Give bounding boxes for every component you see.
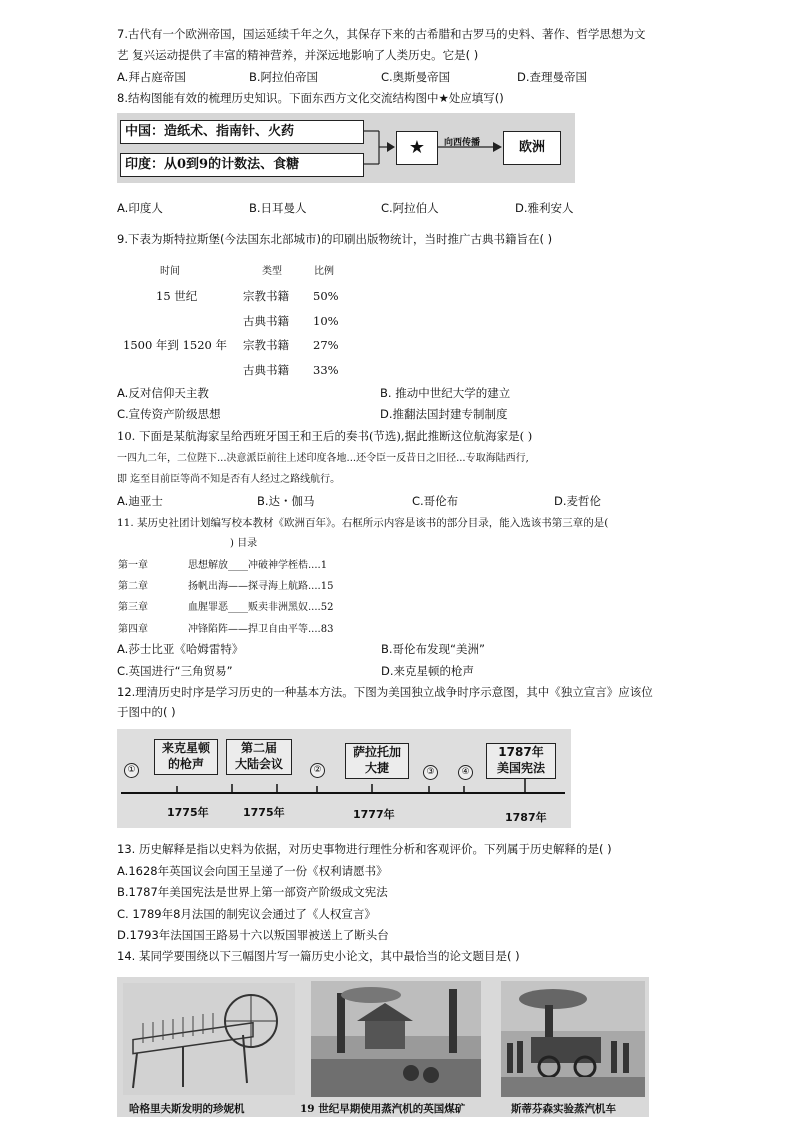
q8-diagram [117,113,575,183]
q9-row1-ratio: 50% [313,289,339,303]
q11-toc-title2: 扬帆出海——探寻海上航路....15 [188,581,334,592]
q8-option-c: C.阿拉伯人 [381,201,439,215]
q8-option-b: B.日耳曼人 [249,201,307,215]
q11-option-c: C.英国进行“三角贸易” [117,664,233,678]
q14-stem: 14. 某同学要围绕以下三幅图片写一篇历史小论文，其中最恰当的论文题目是( ) [117,949,520,963]
q12-timeline [117,729,571,828]
q10-option-d: D.麦哲伦 [554,494,602,508]
q8-stem: 8.结构图能有效的梳理历史知识。下面东西方文化交流结构图中★处应填写() [117,91,504,105]
q13-option-b: B.1787年美国宪法是世界上第一部资产阶级成文宪法 [117,885,388,899]
q7-option-d: D.查理曼帝国 [517,70,588,84]
q11-option-b: B.哥伦布发现“美洲” [381,642,485,656]
q12-circle-4: ④ [458,765,473,780]
q11-stem-line2: ) 目录 [230,538,258,549]
q10-option-a: A.迪亚士 [117,494,163,508]
q8-option-d: D.雅利安人 [515,201,574,215]
q11-toc-ch3: 第三章 [118,602,148,613]
q9-row1-type: 宗教书籍 [243,289,289,303]
q8-india-box: 印度：从0到9的计数法、食糖 [120,153,364,177]
q12-box-lexington: 来克星顿 的枪声 [154,739,218,775]
q11-toc-title4: 冲锋陷阵——捍卫自由平等....83 [188,624,334,635]
q9-row4-ratio: 33% [313,363,339,377]
q7-option-b: B.阿拉伯帝国 [249,70,319,84]
q12-year-3: 1777年 [353,808,395,821]
q12-stem-line2: 于图中的( ) [117,705,176,719]
q11-toc-title3: 血腥罪恶____贩卖非洲黑奴....52 [188,602,334,613]
q14-caption-1: 哈格里夫斯发明的珍妮机 [129,1103,245,1115]
q9-header-type: 类型 [262,266,282,277]
q14-images [117,977,649,1117]
q13-option-d: D.1793年法国国王路易十六以叛国罪被送上了断头台 [117,928,389,942]
q9-option-b: B. 推动中世纪大学的建立 [380,386,511,400]
coal-mine-illustration [311,981,481,1097]
q9-row3-ratio: 27% [313,338,339,352]
q11-option-a: A.莎士比亚《哈姆雷特》 [117,642,244,656]
q10-stem: 10. 下面是某航海家呈给西班牙国王和王后的奏书(节选),据此推断这位航海家是( ) [117,429,533,443]
q7-option-c: C.奥斯曼帝国 [381,70,451,84]
q12-box-continental-congress: 第二届 大陆会议 [226,739,292,775]
q12-circle-1: ① [124,763,139,778]
q11-toc-title1: 思想解放____冲破神学桎梏....1 [188,560,328,571]
q9-stem: 9.下表为斯特拉斯堡(今法国东北部城市)的印刷出版物统计，当时推广古典书籍旨在( ) [117,232,553,246]
q9-row1-time: 15 世纪 [156,289,198,303]
q12-box-saratoga: 萨拉托加 大捷 [345,743,409,779]
q12-circle-3: ③ [423,765,438,780]
q9-option-c: C.宣传资产阶级思想 [117,407,221,421]
q10-option-b: B.达・伽马 [257,494,315,508]
q9-row2-ratio: 10% [313,314,339,328]
q8-china-box: 中国：造纸术、指南针、火药 [120,120,364,144]
q9-option-d: D.推翻法国封建专制制度 [380,407,508,421]
q9-row2-type: 古典书籍 [243,314,289,328]
q7-stem-line1: 7.古代有一个欧洲帝国，国运延续千年之久，其保存下来的古希腊和古罗马的史料、著作、哲学思想为文 [117,27,646,41]
q8-option-a: A.印度人 [117,201,163,215]
spinning-jenny-illustration [123,983,295,1095]
q12-year-2: 1775年 [243,806,285,819]
q12-year-1: 1775年 [167,806,209,819]
q13-option-a: A.1628年英国议会向国王呈递了一份《权利请愿书》 [117,864,388,878]
q9-option-a: A.反对信仰天主教 [117,386,209,400]
q10-option-c: C.哥伦布 [412,494,459,508]
q11-toc-ch1: 第一章 [118,560,148,571]
q10-quote-line2: 即 迄至目前臣等尚不知是否有人经过之路线航行。 [117,474,341,485]
q8-transmit-label: 向西传播 [444,138,481,148]
q8-europe-box: 欧洲 [503,131,561,165]
q11-toc-ch2: 第二章 [118,581,148,592]
q11-option-d: D.来克星顿的枪声 [381,664,475,678]
q12-box-constitution: 1787年 美国宪法 [486,743,556,779]
q12-stem-line1: 12.理清历史时序是学习历史的一种基本方法。下图为美国独立战争时序示意图，其中《独立宣言》应该位 [117,685,653,699]
q14-caption-2: 19 世纪早期使用蒸汽机的英国煤矿 [300,1103,466,1115]
q11-stem-line1: 11. 某历史社团计划编写校本教材《欧洲百年》。右框所示内容是该书的部分目录，能入选该书第三章的是( [117,517,609,529]
q9-row3-time: 1500 年到 1520 年 [123,338,227,352]
q9-row3-type: 宗教书籍 [243,338,289,352]
q9-row4-type: 古典书籍 [243,363,289,377]
q9-header-time: 时间 [160,266,180,277]
q7-stem-line2: 艺 复兴运动提供了丰富的精神营养，并深远地影响了人类历史。它是( ) [117,48,479,62]
q10-quote-line1: 一四九二年，二位陛下...决意派臣前往上述印度各地...还令臣一反昔日之旧径...专取海陆西行, [117,453,529,464]
q9-header-ratio: 比例 [314,266,334,277]
q13-option-c: C. 1789年8月法国的制宪议会通过了《人权宣言》 [117,907,376,921]
q14-caption-3: 斯蒂芬森实验蒸汽机车 [511,1103,616,1115]
q7-option-a: A.拜占庭帝国 [117,70,186,84]
q12-circle-2: ② [310,763,325,778]
q8-star-box: ★ [396,131,438,165]
q11-toc-ch4: 第四章 [118,624,148,635]
q12-year-4: 1787年 [505,811,547,824]
steam-locomotive-illustration [501,981,645,1097]
q13-stem: 13. 历史解释是指以史料为依据，对历史事物进行理性分析和客观评价。下列属于历史解释的是( ) [117,842,612,856]
